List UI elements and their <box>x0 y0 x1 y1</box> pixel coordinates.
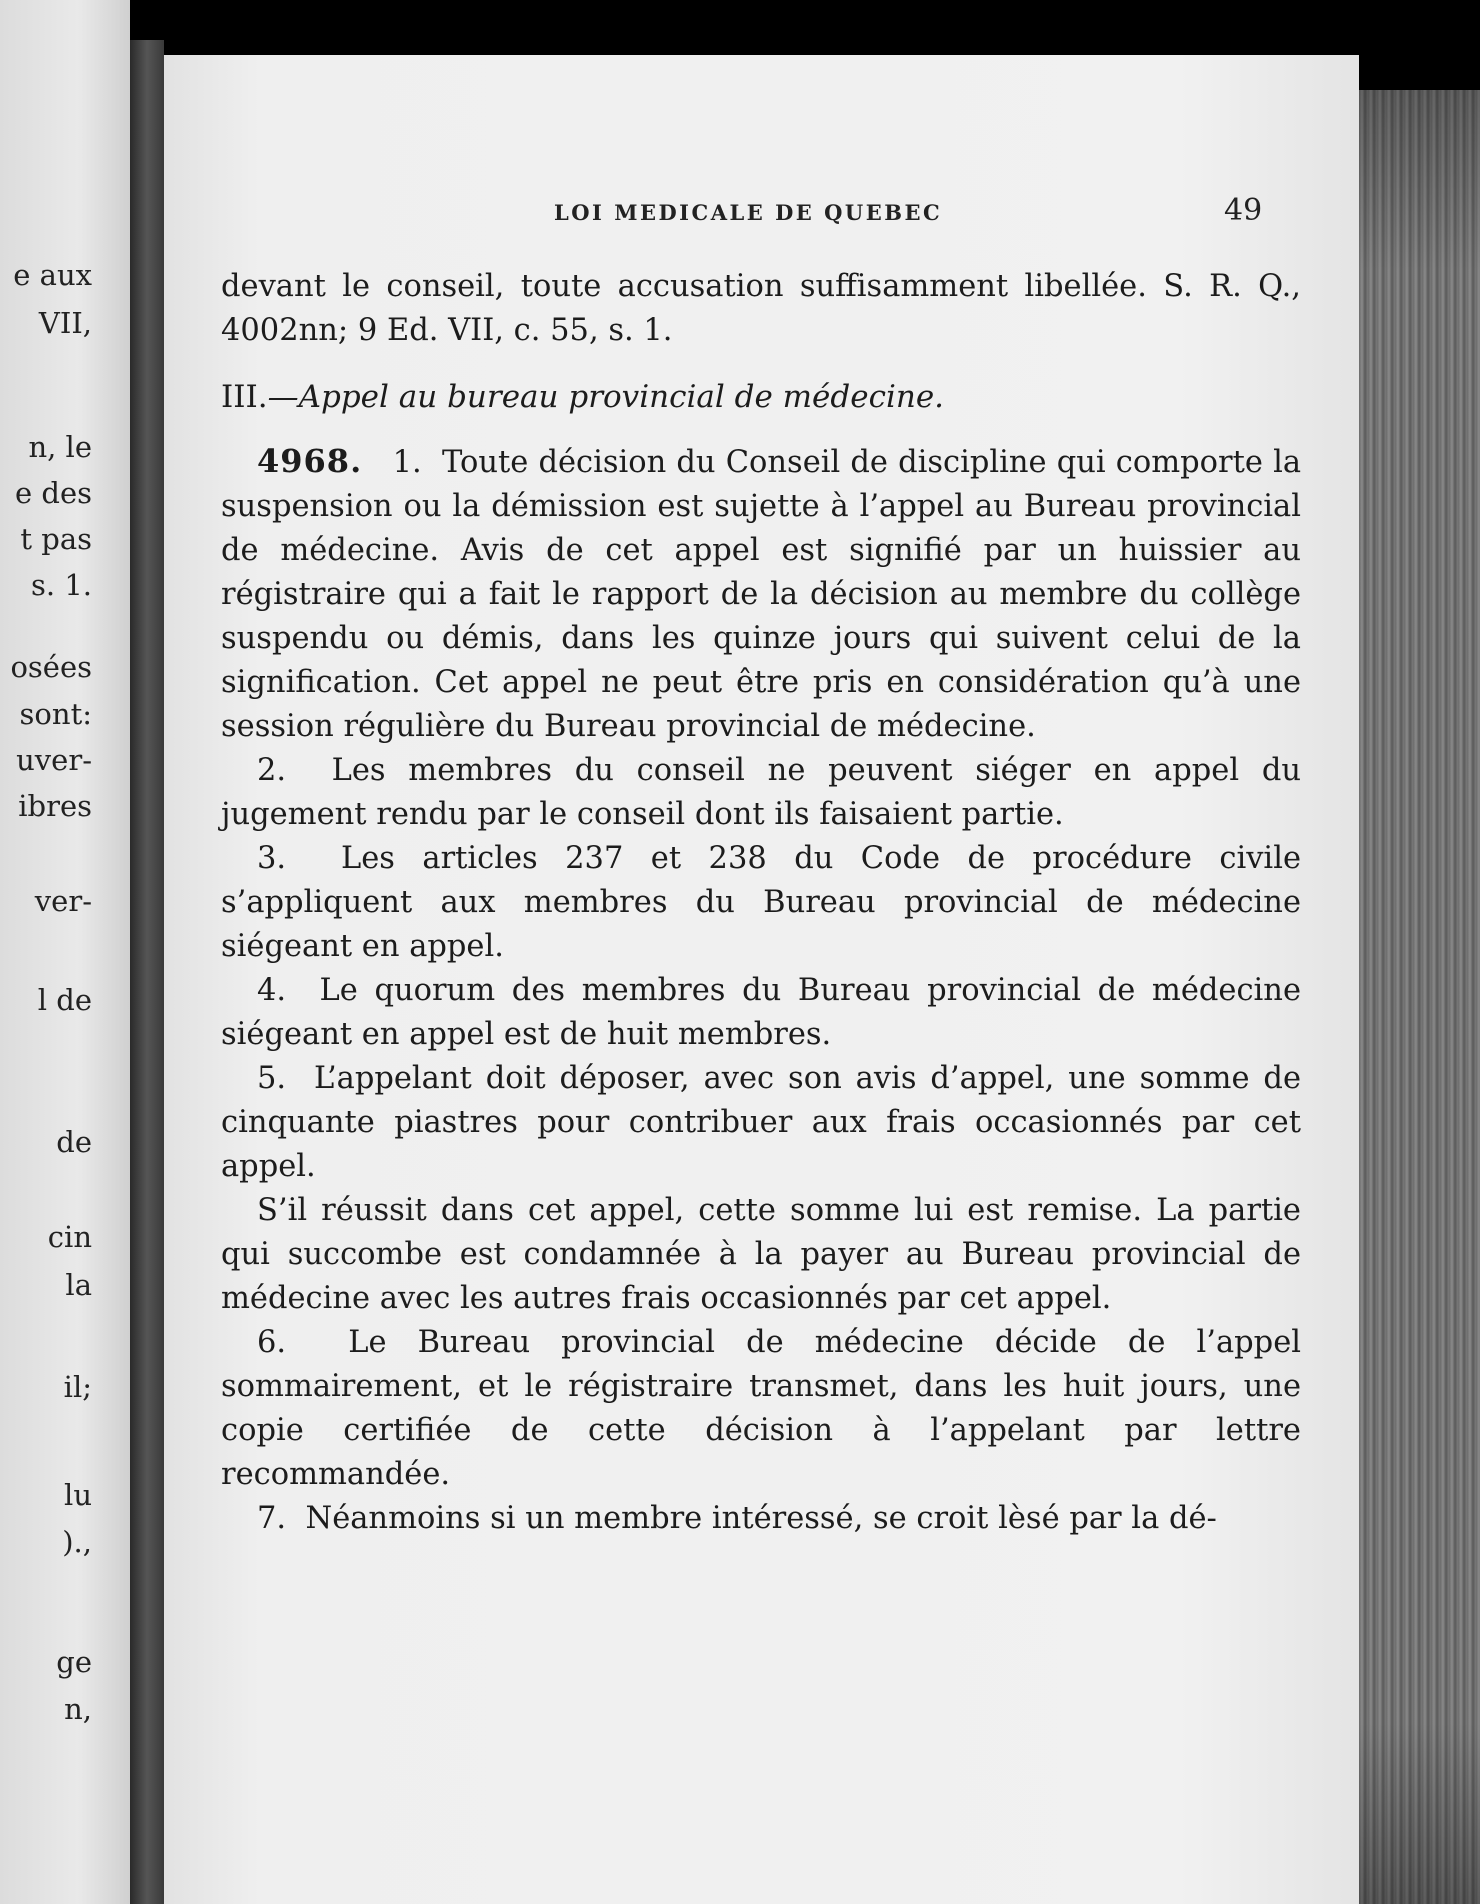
book-page <box>164 55 1359 1904</box>
subparagraph <box>221 749 1301 837</box>
left-fragment: ver- <box>34 884 92 918</box>
paragraph-number: 1. <box>392 445 422 480</box>
section-heading-number: III. <box>221 379 268 415</box>
subparagraph <box>221 969 1301 1057</box>
subparagraph <box>221 1057 1301 1189</box>
left-fragment: sont: <box>19 697 92 731</box>
section-heading <box>221 375 1301 419</box>
running-title: LOI MEDICALE DE QUEBEC <box>554 200 943 225</box>
paragraph-text: L’appelant doit déposer, avec son avis d’appel, une somme de cinquante piastres pour contribuer aux frais occasionnés par cet appel. <box>221 1061 1302 1184</box>
left-fragment: n, <box>64 1692 92 1726</box>
left-fragment: la <box>65 1268 92 1302</box>
subparagraph <box>221 1321 1301 1497</box>
left-fragment: de <box>56 1125 92 1159</box>
paragraph-text: Le Bureau provincial de médecine décide de l’appel sommairement, et le régistraire transmet, dans les huit jours, une copie certifiée de cette décision à l’appelant par lettre recommandée. <box>221 1325 1302 1492</box>
subparagraph <box>221 1497 1301 1541</box>
left-fragment: ge <box>56 1645 92 1679</box>
left-fragment: l de <box>37 983 92 1017</box>
left-fragment: e aux <box>13 258 92 292</box>
left-fragment: e des <box>15 476 92 510</box>
paragraph-number: 3. <box>257 841 287 876</box>
paragraph-text: Néanmoins si un membre intéressé, se croit lèsé par la dé- <box>305 1501 1217 1536</box>
page-block-edges <box>1359 90 1480 1904</box>
left-fragment: lu <box>64 1478 92 1512</box>
facing-page-fragment <box>0 0 130 1904</box>
left-fragment: il; <box>63 1370 92 1404</box>
left-fragment: ibres <box>18 789 92 823</box>
subparagraph <box>221 837 1301 969</box>
left-fragment: n, le <box>28 430 92 464</box>
left-fragment: t pas <box>20 522 92 556</box>
left-fragment: )., <box>62 1525 92 1559</box>
paragraph-number: 4. <box>257 973 287 1008</box>
article-number: 4968. <box>257 442 363 480</box>
paragraph-text: S’il réussit dans cet appel, cette somme lui est remise. La partie qui succombe est condamnée à la payer au Bureau provincial de médecine avec les autres frais occasionnés par cet appel. <box>221 1193 1301 1316</box>
paragraph-number: 6. <box>257 1325 287 1360</box>
left-fragment: cin <box>47 1220 92 1254</box>
paragraph-number: 7. <box>257 1501 287 1536</box>
article-paragraph <box>221 439 1301 749</box>
paragraph-text: Toute décision du Conseil de discipline qui comporte la suspension ou la démission est sujette à l’appel au Bureau provincial de médecine. Avis de cet appel est signifié par un huissier au régistraire qui a fait le rapport de la décision au membre du collège suspendu ou démis, dans les quinze jours qui suivent celui de la signification. Cet appel ne peut être pris en considération qu’à une session régulière du Bureau provincial de médecine. <box>221 445 1302 744</box>
carryover-paragraph: devant le conseil, toute accusation suffisamment libellée. S. R. Q., 4002nn; 9 Ed. VII, c. 55, s. 1. <box>221 269 1301 348</box>
left-fragment: VII, <box>38 306 92 340</box>
paragraph-text: Les articles 237 et 238 du Code de procédure civile s’appliquent aux membres du Bureau provincial de médecine siégeant en appel. <box>221 841 1301 964</box>
page-body <box>221 265 1301 1541</box>
page-number: 49 <box>1224 193 1263 228</box>
paragraph-number: 2. <box>257 753 287 788</box>
section-heading-title: —Appel au bureau provincial de médecine. <box>267 379 945 415</box>
paragraph-number: 5. <box>257 1061 287 1096</box>
left-fragment: osées <box>10 650 92 684</box>
paragraph-text: Le quorum des membres du Bureau provincial de médecine siégeant en appel est de huit membres. <box>221 973 1301 1052</box>
paragraph-text: Les membres du conseil ne peuvent siéger en appel du jugement rendu par le conseil dont ils faisaient partie. <box>221 753 1301 832</box>
left-fragment: s. 1. <box>31 568 92 602</box>
book-gutter <box>130 40 164 1904</box>
subparagraph <box>221 1189 1301 1321</box>
left-fragment: uver- <box>16 743 92 777</box>
